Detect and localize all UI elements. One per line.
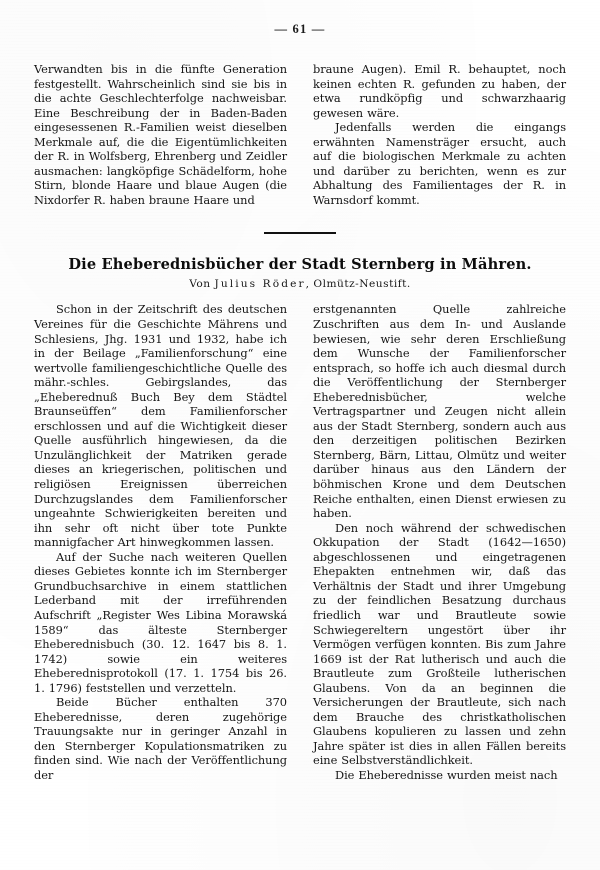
paragraph: Auf der Suche nach weiteren Quellen dieses Gebietes konnte ich im Sternberger Grundbuchsarchive in einem stattlichen Lederband mit der irreführenden Aufschrift „Register Wes Libina Morawská 1589“ das älteste Sternberger Eheberednisbuch (30. 12. 1647 bis 8. 1. 1742) sowie ein weiteres Eheberednisprotokoll (17. 1. 1754 bis 26. 1. 1796) feststellen und verzetteln. (34, 549, 287, 695)
page-number: — 61 — (274, 22, 326, 36)
article-headline: Die Eheberednisbücher der Stadt Sternberg in Mähren. (68, 256, 532, 274)
byline-author: Julius Röder (214, 278, 306, 291)
paragraph: Beide Bücher enthalten 370 Eheberednisse, deren zugehörige Trauungsakte nur in geringer Anzahl in den Sternberger Kopulationsmatriken zu finden sind. Wie nach der Veröffentlichung der (34, 695, 287, 782)
paragraph: Die Eheberednisse wurden meist nach (335, 767, 558, 782)
previous-article-columns (34, 62, 566, 207)
page-content (34, 62, 566, 783)
paragraph: Jedenfalls werden die eingangs erwähnten Namensträger ersucht, auch auf die biologischen Merkmale zu achten und darüber zu berichten, wenn es zur Abhaltung des Familientages der R. in Warnsdorf kommt. (313, 120, 566, 207)
previous-article-left-column (34, 62, 287, 207)
byline-comma: , (305, 278, 310, 291)
byline-place: Olmütz-Neustift. (313, 278, 411, 291)
paragraph: Schon in der Zeitschrift des deutschen Vereines für die Geschichte Mährens und Schlesiens, Jhg. 1931 und 1932, habe ich in der Beilage „Familienforschung“ eine wertvolle familiengeschichtliche Quelle des mähr.-schles. Gebirgslandes, das „Eheberednuß Buch Bey dem Städtel Braunseüffen“ dem Familienforscher erschlossen und auf die Wichtigkeit dieser Quelle ausführlich hingewiesen, da die Unzulänglichkeit der Matriken gerade dieses an kriegerischen, politischen und religiösen Ereignissen überreichen Durchzugslandes dem Familienforscher ungeahnte Schwierigkeiten bereiten und ihn sehr oft nicht über tote Punkte mannigfacher Art hinwegkommen lassen. (34, 302, 287, 550)
section-divider (34, 223, 566, 241)
byline-prefix: Von (189, 278, 211, 291)
paragraph: Verwandten bis in die fünfte Generation festgestellt. Wahrscheinlich sind sie bis in die achte Geschlechterfolge nachweisbar. Eine Beschreibung der in Baden-Baden eingesessenen R.-Familien weist dieselben Merkmale auf, die die Eigentümlichkeiten der R. in Wolfsberg, Ehrenberg und Zeidler ausmachen: langköpfige Schädelform, hohe Stirn, blonde Haare und blaue Augen (die Nixdorfer R. haben braune Haare und (34, 62, 287, 207)
horizontal-rule (264, 232, 336, 234)
article-right-column (313, 302, 566, 782)
article-byline (34, 277, 566, 292)
article-columns (34, 302, 566, 782)
article-left-column (34, 302, 287, 782)
paragraph: Den noch während der schwedischen Okkupation der Stadt (1642—1650) abgeschlossenen und eingetragenen Ehepakten entnehmen wir, daß das Verhältnis der Stadt und ihrer Umgebung zu der feindlichen Besatzung durchaus friedlich war und Brautleute sowie Schwiegereltern ungestört über ihr Vermögen verfügen konnten. Bis zum Jahre 1669 ist der Rat lutherisch und auch die Brautleute zum Großteile lutherischen Glaubens. Von da an beginnen die Versicherungen der Brautleute, sich nach dem Brauche des christkatholischen Glaubens kopulieren zu lassen und zehn Jahre später ist dies in allen Fällen bereits eine Selbstverständlichkeit. (313, 520, 566, 768)
paragraph: erstgenannten Quelle zahlreiche Zuschriften aus dem In- und Auslande bewiesen, wie sehr deren Erschließung dem Wunsche der Familienforscher entsprach, so hoffe ich auch diesmal durch die Veröffentlichung der Sternberger Eheberednisbücher, welche Vertragspartner und Zeugen nicht allein aus der Stadt Sternberg, sondern auch aus den derzeitigen politischen Bezirken Sternberg, Bärn, Littau, Olmütz und weiter darüber hinaus aus den Ländern der böhmischen Krone und dem Deutschen Reiche enthalten, einen Dienst erwiesen zu haben. (313, 302, 566, 521)
previous-article-right-column (313, 62, 566, 207)
paragraph: braune Augen). Emil R. behauptet, noch keinen echten R. gefunden zu haben, der etwa rundköpfig und schwarzhaarig gewesen wäre. (313, 62, 566, 120)
